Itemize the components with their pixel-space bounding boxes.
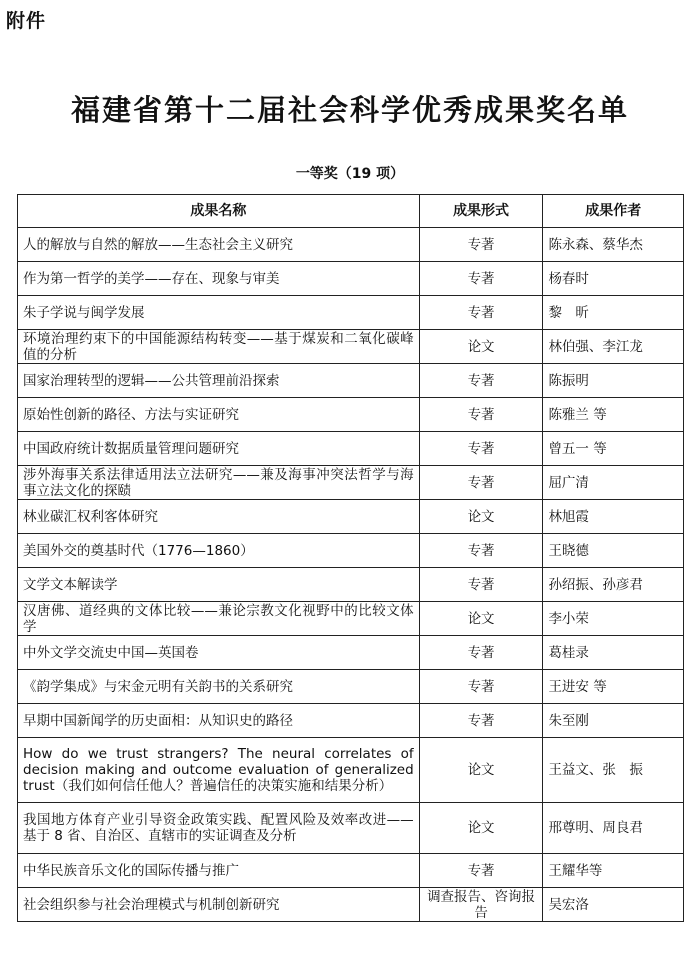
- work-author: 陈振明: [543, 364, 684, 398]
- work-author: 王晓德: [543, 534, 684, 568]
- work-title: 朱子学说与闽学发展: [18, 296, 420, 330]
- work-form: 调查报告、咨询报告: [419, 888, 543, 922]
- work-title: 文学文本解读学: [18, 568, 420, 602]
- work-author: 孙绍振、孙彦君: [543, 568, 684, 602]
- work-title: How do we trust strangers? The neural correlates of decision making and outcome evaluation of generalized trust（我们如何信任他人？普遍信任的决策实施和结果分析）: [18, 738, 420, 803]
- table-row: [18, 296, 684, 330]
- work-author: 林伯强、李江龙: [543, 330, 684, 364]
- work-title: 早期中国新闻学的历史面相：从知识史的路径: [18, 704, 420, 738]
- table-row: [18, 262, 684, 296]
- table-row: [18, 888, 684, 922]
- work-author: 邢尊明、周良君: [543, 803, 684, 854]
- work-author: 陈雅兰 等: [543, 398, 684, 432]
- work-form: 论文: [419, 738, 543, 803]
- work-title: 林业碳汇权利客体研究: [18, 500, 420, 534]
- work-form: 专著: [419, 534, 543, 568]
- table-row: [18, 330, 684, 364]
- table-row: [18, 803, 684, 854]
- work-form: 专著: [419, 704, 543, 738]
- work-author: 黎 昕: [543, 296, 684, 330]
- work-title: 原始性创新的路径、方法与实证研究: [18, 398, 420, 432]
- document-title: 福建省第十二届社会科学优秀成果奖名单: [70, 93, 629, 127]
- work-title: 国家治理转型的逻辑——公共管理前沿探索: [18, 364, 420, 398]
- work-form: 专著: [419, 228, 543, 262]
- work-title: 作为第一哲学的美学——存在、现象与审美: [18, 262, 420, 296]
- work-author: 葛桂录: [543, 636, 684, 670]
- award-level-heading: 一等奖（19 项）: [295, 166, 405, 182]
- header-form: 成果形式: [419, 195, 543, 228]
- work-title: 我国地方体育产业引导资金政策实践、配置风险及效率改进——基于 8 省、自治区、直辖市的实证调查及分析: [18, 803, 420, 854]
- work-form: 论文: [419, 330, 543, 364]
- work-title: 环境治理约束下的中国能源结构转变——基于煤炭和二氧化碳峰值的分析: [18, 330, 420, 364]
- table-row: [18, 432, 684, 466]
- work-form: 专著: [419, 262, 543, 296]
- work-title: 中国政府统计数据质量管理问题研究: [18, 432, 420, 466]
- work-form: 专著: [419, 364, 543, 398]
- work-title: 社会组织参与社会治理模式与机制创新研究: [18, 888, 420, 922]
- table-row: [18, 398, 684, 432]
- work-title: 美国外交的奠基时代（1776—1860）: [18, 534, 420, 568]
- work-author: 朱至刚: [543, 704, 684, 738]
- work-form: 专著: [419, 432, 543, 466]
- work-author: 陈永森、蔡华杰: [543, 228, 684, 262]
- awards-table: [17, 194, 684, 922]
- attachment-label: 附件: [6, 10, 47, 32]
- work-title: 《韵学集成》与宋金元明有关韵书的关系研究: [18, 670, 420, 704]
- work-form: 论文: [419, 803, 543, 854]
- work-form: 专著: [419, 466, 543, 500]
- work-form: 专著: [419, 398, 543, 432]
- table-row: [18, 738, 684, 803]
- table-row: [18, 670, 684, 704]
- work-form: 论文: [419, 500, 543, 534]
- work-title: 人的解放与自然的解放——生态社会主义研究: [18, 228, 420, 262]
- work-author: 屈广清: [543, 466, 684, 500]
- work-author: 杨春时: [543, 262, 684, 296]
- table-header-row: [18, 195, 684, 228]
- table-row: [18, 568, 684, 602]
- table-row: [18, 602, 684, 636]
- work-title: 涉外海事关系法律适用法立法研究——兼及海事冲突法哲学与海事立法文化的探赜: [18, 466, 420, 500]
- table-row: [18, 854, 684, 888]
- work-form: 专著: [419, 296, 543, 330]
- work-form: 专著: [419, 568, 543, 602]
- work-author: 林旭霞: [543, 500, 684, 534]
- work-form: 专著: [419, 636, 543, 670]
- header-name: 成果名称: [18, 195, 420, 228]
- table-row: [18, 466, 684, 500]
- work-author: 王耀华等: [543, 854, 684, 888]
- work-form: 论文: [419, 602, 543, 636]
- work-author: 吴宏洛: [543, 888, 684, 922]
- table-row: [18, 704, 684, 738]
- header-author: 成果作者: [543, 195, 684, 228]
- table-row: [18, 534, 684, 568]
- table-row: [18, 228, 684, 262]
- table-row: [18, 364, 684, 398]
- work-form: 专著: [419, 670, 543, 704]
- table-row: [18, 636, 684, 670]
- table-row: [18, 500, 684, 534]
- work-author: 李小荣: [543, 602, 684, 636]
- work-form: 专著: [419, 854, 543, 888]
- work-title: 中华民族音乐文化的国际传播与推广: [18, 854, 420, 888]
- work-author: 王进安 等: [543, 670, 684, 704]
- work-author: 曾五一 等: [543, 432, 684, 466]
- work-title: 中外文学交流史中国—英国卷: [18, 636, 420, 670]
- work-title: 汉唐佛、道经典的文体比较——兼论宗教文化视野中的比较文体学: [18, 602, 420, 636]
- work-author: 王益文、张 振: [543, 738, 684, 803]
